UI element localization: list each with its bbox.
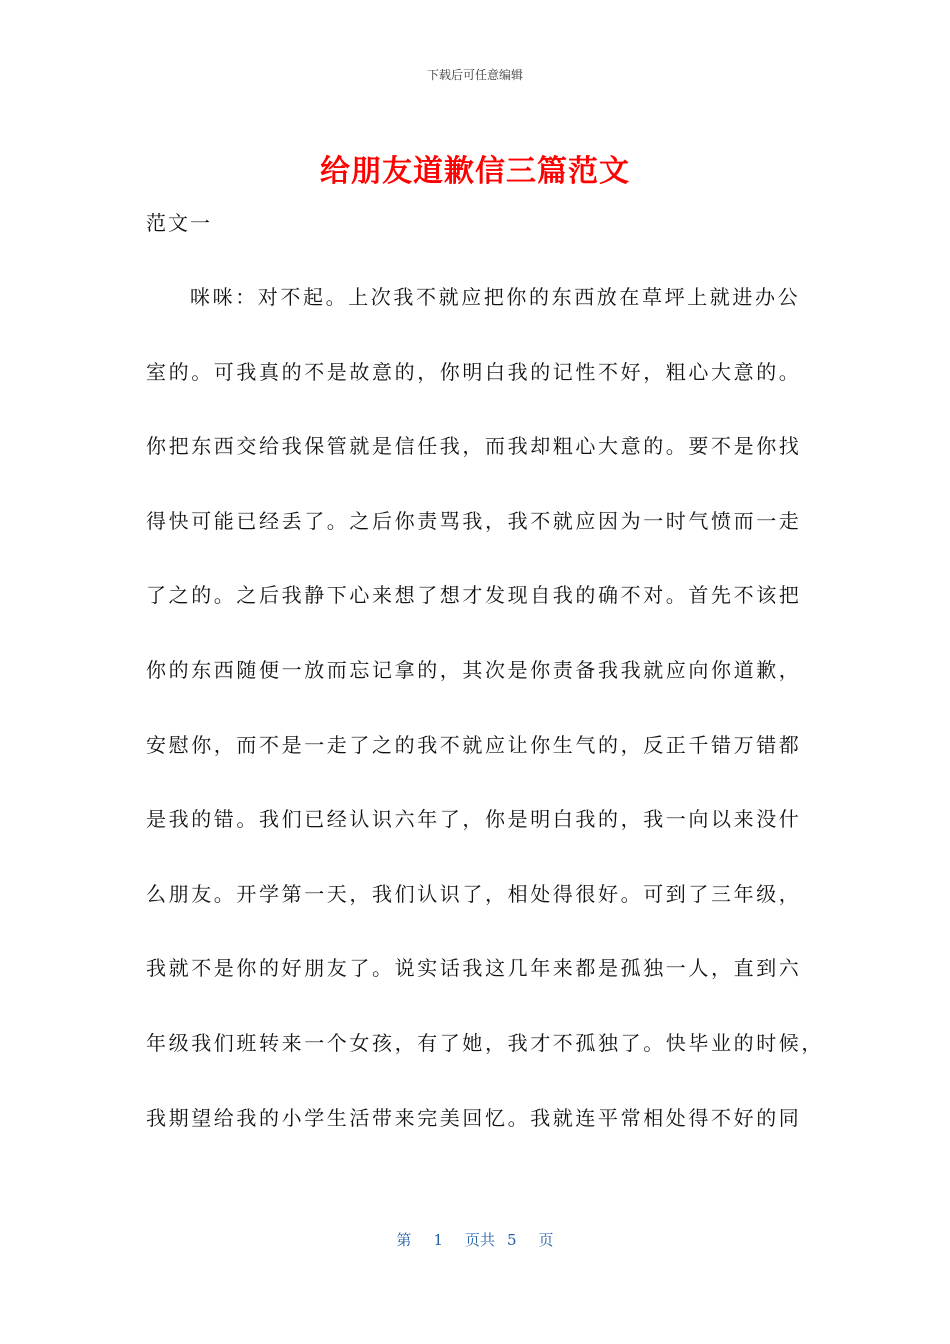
- body-text: [146, 278, 826, 1173]
- body-line: 得快可能已经丢了。之后你责骂我，我不就应因为一时气愤而一走: [146, 508, 802, 533]
- body-line: 我就不是你的好朋友了。说实话我这几年来都是孤独一人，直到六: [146, 956, 802, 981]
- body-line: 是我的错。我们已经认识六年了，你是明白我的，我一向以来没什: [146, 807, 802, 832]
- footer-total-pages: 5: [507, 1231, 517, 1249]
- footer-suffix: 页: [538, 1231, 554, 1249]
- footer-prefix: 第: [396, 1231, 412, 1249]
- body-line: 了之的。之后我静下心来想了想才发现自我的确不对。首先不该把: [146, 583, 802, 608]
- body-line: 么朋友。开学第一天，我们认识了，相处得很好。可到了三年级，: [146, 881, 802, 906]
- body-line: 你把东西交给我保管就是信任我，而我却粗心大意的。要不是你找: [146, 434, 802, 459]
- body-line: 安慰你，而不是一走了之的我不就应让你生气的，反正千错万错都: [146, 732, 802, 757]
- footer-page-number: 1: [433, 1231, 443, 1249]
- body-line: 咪咪：对不起。上次我不就应把你的东西放在草坪上就进办公: [190, 285, 801, 309]
- body-line: 你的东西随便一放而忘记拿的，其次是你责备我我就应向你道歉，: [146, 657, 802, 682]
- document-title: 给朋友道歉信三篇范文: [320, 154, 630, 189]
- body-line: 室的。可我真的不是故意的，你明白我的记性不好，粗心大意的。: [146, 359, 802, 384]
- page-footer: [0, 1229, 950, 1250]
- body-line: 我期望给我的小学生活带来完美回忆。我就连平常相处得不好的同: [146, 1105, 802, 1130]
- body-line: 年级我们班转来一个女孩，有了她，我才不孤独了。快毕业的时候，: [146, 1030, 824, 1055]
- footer-middle: 页共: [464, 1231, 495, 1249]
- section-label: 范文一: [146, 211, 212, 235]
- header-note: 下载后可任意编辑: [426, 68, 523, 82]
